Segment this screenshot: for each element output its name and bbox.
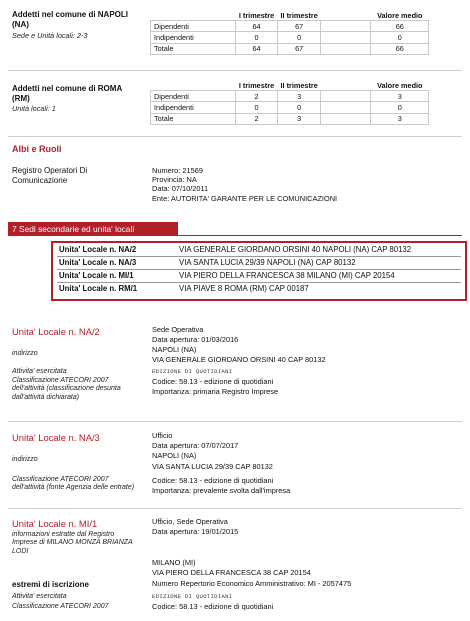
- table-row: [151, 102, 429, 113]
- ul-na3-codice: Codice: 58.13 - edizione di quotidiani: [152, 476, 274, 485]
- napoli-addetti-subtitle: Sede e Unità locali: 2-3: [12, 31, 88, 40]
- sede-address: VIA GENERALE GIORDANO ORSINI 40 NAPOLI (NA) CAP 80132: [179, 245, 412, 254]
- ul-na3-indirizzo-citta: NAPOLI (NA): [152, 451, 197, 460]
- header-trimestre-2: II trimestre: [278, 80, 321, 91]
- ul-na3-indirizzo-label: indirizzo: [12, 456, 38, 463]
- cell-value: 0: [278, 32, 321, 43]
- sedi-heading-text: 7 Sedi secondarie ed unita' locali: [12, 224, 135, 234]
- roma-addetti-table: [150, 80, 429, 125]
- cell-value: 0: [236, 32, 278, 43]
- divider: [8, 508, 462, 509]
- ul-mi1-info-label: informazioni estratte dal Registro Imprese di MILANO MONZA BRIANZA LODI: [12, 531, 133, 555]
- header-trimestre-2: II trimestre: [278, 10, 321, 21]
- cell-value: 0: [371, 102, 429, 113]
- ul-na2-attivita-label: Attivita' esercitata: [12, 368, 67, 375]
- header-valore-medio: Valore medio: [371, 80, 429, 91]
- table-row: [151, 91, 429, 102]
- cell-value: 0: [371, 32, 429, 43]
- napoli-addetti-table: [150, 10, 429, 55]
- table-row: [151, 113, 429, 124]
- ul-na3-importanza: Importanza: prevalente svolta dall'impresa: [152, 486, 291, 495]
- cell-value: 2: [236, 91, 278, 102]
- cell-value: 3: [278, 91, 321, 102]
- cell-value: 0: [278, 102, 321, 113]
- ul-mi1-title: Unita' Locale n. MI/1: [12, 518, 98, 529]
- list-item: [59, 245, 459, 256]
- roma-addetti-subtitle: Unità locali: 1: [12, 104, 56, 113]
- napoli-addetti-title: Addetti nel comune di NAPOLI (NA): [12, 10, 129, 29]
- list-item: [59, 271, 459, 282]
- cell-value: 64: [236, 21, 278, 32]
- divider: [8, 235, 462, 236]
- table-row: [151, 21, 429, 32]
- row-label: Totale: [151, 113, 236, 124]
- ul-mi1-attivita-label: Attivita' esercitata: [12, 593, 67, 600]
- ul-na2-indirizzo-citta: NAPOLI (NA): [152, 345, 197, 354]
- table-row: [151, 32, 429, 43]
- row-label: Dipendenti: [151, 91, 236, 102]
- sedi-list: [51, 241, 467, 301]
- registro-label: Registro Operatori Di Comunicazione: [12, 166, 88, 185]
- ul-na2-indirizzo-label: indirizzo: [12, 350, 38, 357]
- ul-na2-data-apertura: Data apertura: 01/03/2016: [152, 335, 239, 344]
- ul-mi1-indirizzo-via: VIA PIERO DELLA FRANCESCA 38 CAP 20154: [152, 568, 311, 577]
- ul-mi1-attivita-value: EDIZIONE DI QUOTIDIANI: [152, 593, 233, 600]
- sede-name: Unita' Locale n. RM/1: [59, 284, 138, 293]
- ul-mi1-data-apertura: Data apertura: 19/01/2015: [152, 527, 239, 536]
- sede-address: VIA PIAVE 8 ROMA (RM) CAP 00187: [179, 284, 309, 293]
- ul-na2-importanza: Importanza: primaria Registro Imprese: [152, 387, 279, 396]
- row-label: Indipendenti: [151, 32, 236, 43]
- ul-na3-title: Unita' Locale n. NA/3: [12, 432, 100, 443]
- cell-value: 64: [236, 43, 278, 54]
- cell-value: 66: [371, 43, 429, 54]
- row-label: Dipendenti: [151, 21, 236, 32]
- sede-address: VIA SANTA LUCIA 29/39 NAPOLI (NA) CAP 80132: [179, 258, 356, 267]
- ul-na2-title: Unita' Locale n. NA/2: [12, 326, 100, 337]
- table-row: [151, 43, 429, 54]
- sede-name: Unita' Locale n. MI/1: [59, 271, 134, 280]
- ul-na3-tipo: Ufficio: [152, 431, 173, 440]
- list-item: [59, 284, 459, 295]
- cell-value: 3: [278, 113, 321, 124]
- cell-value: 3: [371, 91, 429, 102]
- divider: [8, 421, 462, 422]
- roma-addetti-title: Addetti nel comune di ROMA (RM): [12, 84, 122, 103]
- cell-value: 67: [278, 43, 321, 54]
- cell-value: 0: [236, 102, 278, 113]
- ul-na2-indirizzo-via: VIA GENERALE GIORDANO ORSINI 40 CAP 80132: [152, 355, 326, 364]
- sede-name: Unita' Locale n. NA/2: [59, 245, 137, 254]
- header-trimestre-1: I trimestre: [236, 10, 278, 21]
- cell-value: 66: [371, 21, 429, 32]
- divider: [8, 70, 462, 71]
- ul-mi1-estremi-value: Numero Repertorio Economico Amministrativo: MI - 2057475: [152, 579, 352, 588]
- ul-na2-codice: Codice: 58.13 - edizione di quotidiani: [152, 377, 274, 386]
- ul-mi1-indirizzo-citta: MILANO (MI): [152, 558, 196, 567]
- registro-provincia: Provincia: NA: [152, 175, 197, 184]
- list-item: [59, 258, 459, 269]
- ul-na3-indirizzo-via: VIA SANTA LUCIA 29/39 CAP 80132: [152, 462, 273, 471]
- header-trimestre-1: I trimestre: [236, 80, 278, 91]
- cell-value: 67: [278, 21, 321, 32]
- ul-mi1-estremi-label: estremi di iscrizione: [12, 580, 89, 589]
- registro-data: Data: 07/10/2011: [152, 184, 209, 193]
- ul-mi1-tipo: Ufficio, Sede Operativa: [152, 517, 228, 526]
- ul-na3-classificazione-label: Classificazione ATECORI 2007 dell'attività (fonte Agenzia delle entrate): [12, 476, 135, 492]
- albi-ruoli-heading: Albi e Ruoli: [12, 144, 62, 154]
- row-label: Indipendenti: [151, 102, 236, 113]
- registro-numero: Numero: 21569: [152, 166, 203, 175]
- cell-value: 3: [371, 113, 429, 124]
- sedi-secondarie-heading: [8, 222, 178, 236]
- header-valore-medio: Valore medio: [371, 10, 429, 21]
- ul-na2-tipo: Sede Operativa: [152, 325, 204, 334]
- sede-name: Unita' Locale n. NA/3: [59, 258, 137, 267]
- registro-ente: Ente: AUTORITA' GARANTE PER LE COMUNICAZIONI: [152, 194, 338, 203]
- ul-mi1-classificazione-label: Classificazione ATECORI 2007: [12, 603, 109, 610]
- row-label: Totale: [151, 43, 236, 54]
- cell-value: 2: [236, 113, 278, 124]
- divider: [8, 136, 462, 137]
- sede-address: VIA PIERO DELLA FRANCESCA 38 MILANO (MI) CAP 20154: [179, 271, 395, 280]
- ul-mi1-codice: Codice: 58.13 - edizione di quotidiani: [152, 602, 274, 611]
- ul-na3-data-apertura: Data apertura: 07/07/2017: [152, 441, 239, 450]
- ul-na2-classificazione-label: Classificazione ATECORI 2007 dell'attività (classificazione desunta dall'attività dichiarata): [12, 377, 121, 401]
- ul-na2-attivita-value: EDIZIONE DI QUOTIDIANI: [152, 368, 233, 375]
